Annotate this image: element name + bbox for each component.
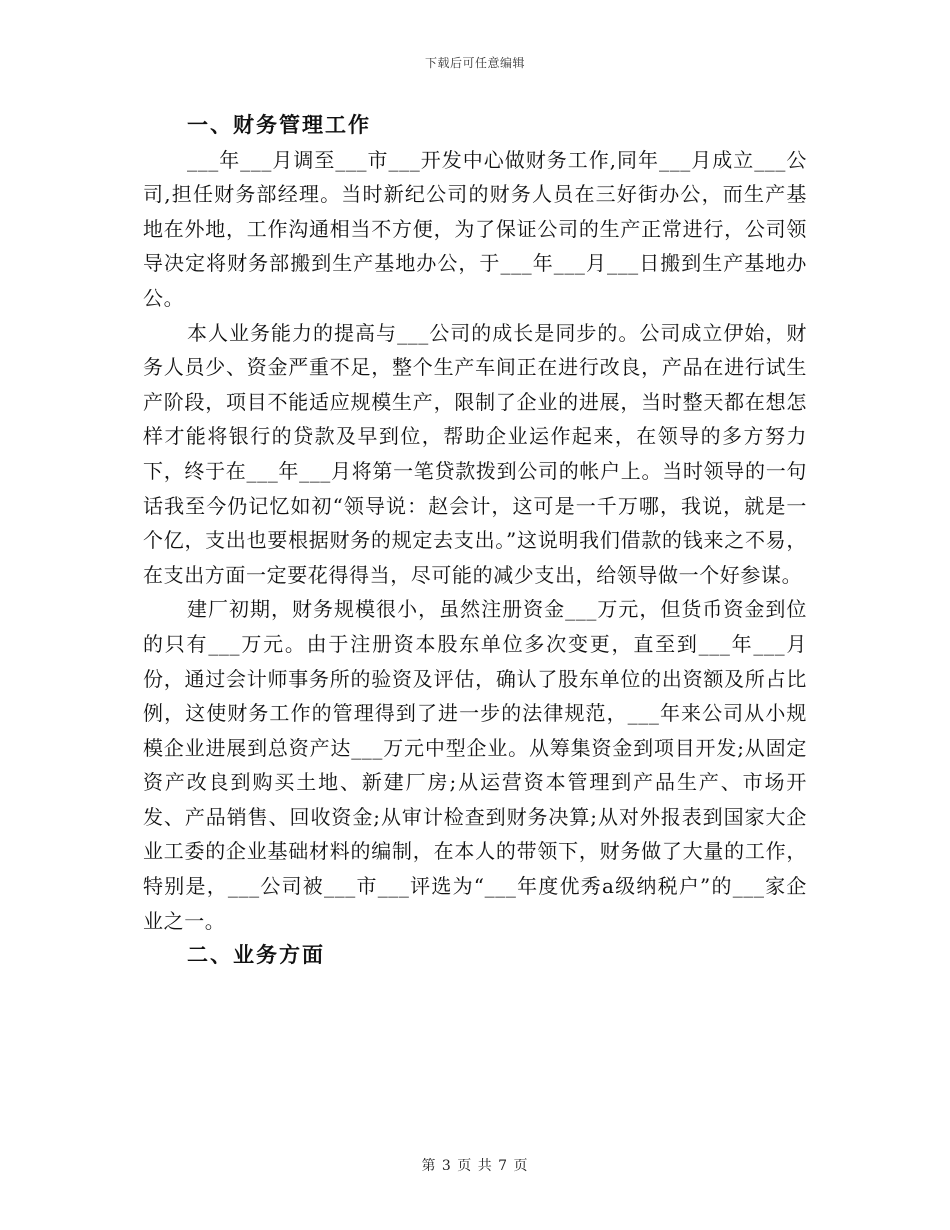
document-body: [143, 108, 807, 973]
header-note: 下载后可任意编辑: [424, 56, 525, 70]
paragraph-1: ___年___月调至___市___开发中心做财务工作,同年___月成立___公司,担任财务部经理。当时新纪公司的财务人员在三好街办公，而生产基地在外地，工作沟通相当不方便，为了保证公司的生产正常进行，公司领导决定将财务部搬到生产基地办公，于___年___月___日搬到生产基地办公。: [143, 147, 807, 310]
section-heading-business: 二、业务方面: [187, 943, 325, 968]
section-heading-finance: 一、财务管理工作: [187, 113, 371, 137]
paragraph-2: 本人业务能力的提高与___公司的成长是同步的。公司成立伊始，财务人员少、资金严重不足，整个生产车间正在进行改良，产品在进行试生产阶段，项目不能适应规模生产，限制了企业的进展，当时整天都在想怎样才能将银行的贷款及早到位，帮助企业运作起来，在领导的多方努力下，终于在___年___月将第一笔贷款拨到公司的帐户上。当时领导的一句话我至今仍记忆如初“领导说：赵会计，这可是一千万哪，我说，就是一个亿，支出也要根据财务的规定去支出。”这说明我们借款的钱来之不易，在支出方面一定要花得得当，尽可能的减少支出，给领导做一个好参谋。: [143, 320, 807, 587]
page-number: 第 3 页 共 7 页: [421, 1158, 529, 1174]
paragraph-3: 建厂初期，财务规模很小，虽然注册资金___万元，但货币资金到位的只有___万元。由于注册资本股东单位多次变更，直至到___年___月份，通过会计师事务所的验资及评估，确认了股东单位的出资额及所占比例，这使财务工作的管理得到了进一步的法律规范，___年来公司从小规模企业进展到总资产达___万元中型企业。从筹集资金到项目开发;从固定资产改良到购买土地、新建厂房;从运营资本管理到产品生产、市场开发、产品销售、回收资金;从审计检查到财务决算;从对外报表到国家大企业工委的企业基础材料的编制，在本人的带领下，财务做了大量的工作，特别是，___公司被___市___评选为“___年度优秀a级纳税户”的___家企业之一。: [143, 597, 807, 933]
